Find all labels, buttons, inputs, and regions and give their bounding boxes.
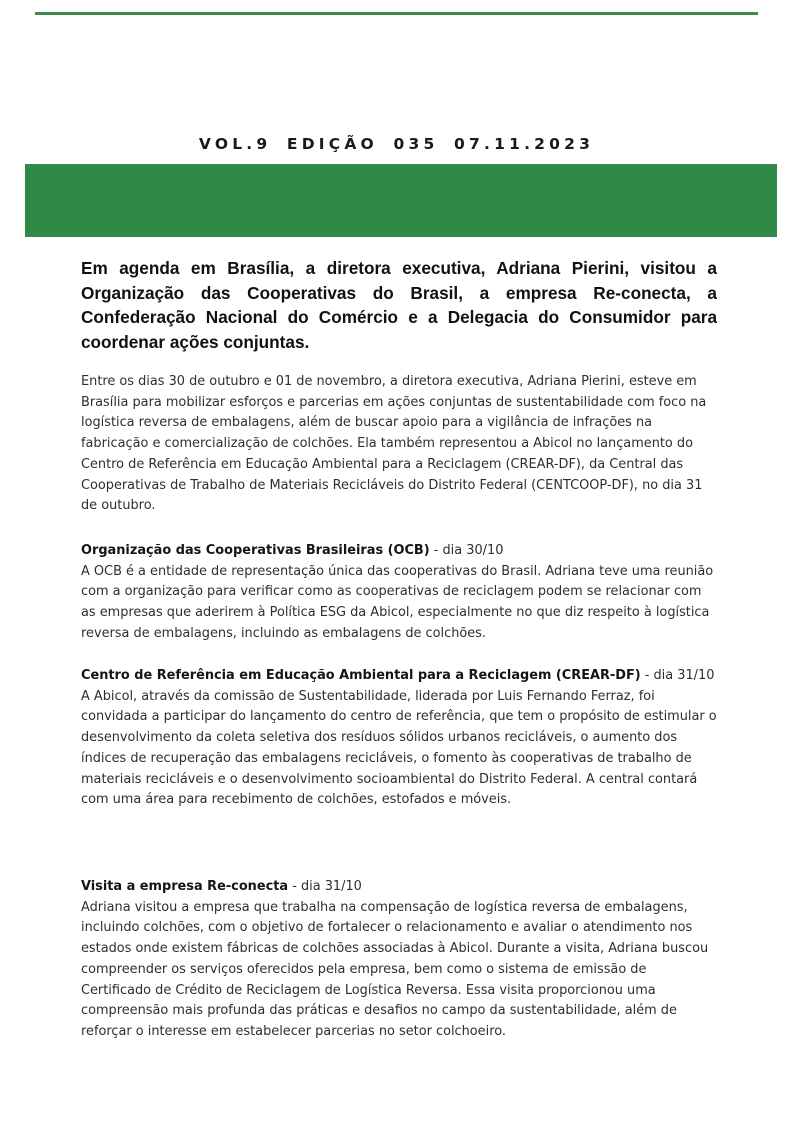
- intro-paragraph: Entre os dias 30 de outubro e 01 de novembro, a diretora executiva, Adriana Pierini, esteve em Brasília para mobilizar esforços e parcerias em ações conjuntas de sustentabilidade com foco na logística reversa de embalagens, além de buscar apoio para a vigilância de infrações na fabricação e comercialização de colchões. Ela também representou a Abicol no lançamento do Centro de Referência em Educação Ambiental para a Reciclagem (CREAR-DF), da Central das Cooperativas de Trabalho de Materiais Recicláveis do Distrito Federal (CENTCOOP-DF), no dia 31 de outubro.: [81, 374, 707, 514]
- section-heading: [81, 541, 717, 562]
- header-banner: [25, 164, 777, 237]
- section-heading: [81, 877, 717, 898]
- section-re-conecta: [81, 877, 717, 1043]
- section-heading: [81, 666, 717, 687]
- section-ocb: [81, 541, 717, 645]
- section-date: - dia 30/10: [429, 543, 504, 558]
- section-title: Organização das Cooperativas Brasileiras (OCB): [81, 543, 430, 558]
- section-date: - dia 31/10: [288, 879, 362, 894]
- section-title: Visita a empresa Re-conecta: [81, 879, 289, 894]
- top-divider: [35, 12, 758, 15]
- section-text: A Abicol, através da comissão de Sustentabilidade, liderada por Luis Fernando Ferraz, foi convidada a participar do lançamento do centro de referência, que tem o propósito de estimular o desenvolvimento da coleta seletiva dos resíduos sólidos urbanos recicláveis, o aumento dos índices de recuperação das embalagens recicláveis, o fomento às cooperativas de trabalho de materiais recicláveis e o desenvolvimento socioambiental do Distrito Federal. A central contará com uma área para recebimento de colchões, estofados e móveis.: [81, 688, 717, 808]
- lead-paragraph: Em agenda em Brasília, a diretora executiva, Adriana Pierini, visitou a Organização das Cooperativas do Brasil, a empresa Re-conecta, a Confederação Nacional do Comércio e a Delegacia do Consumidor para coordenar ações conjuntas.: [81, 258, 717, 352]
- issue-header: VOL.9 EDIÇÃO 035 07.11.2023: [198, 135, 595, 153]
- section-date: - dia 31/10: [640, 668, 715, 683]
- section-text: Adriana visitou a empresa que trabalha na compensação de logística reversa de embalagens, incluindo colchões, com o objetivo de fortalecer o relacionamento e avaliar o atendimento nos estados onde existem fábricas de colchões associadas à Abicol. Durante a visita, Adriana buscou compreender os serviços oferecidos pela empresa, bem como o sistema de emissão de Certificado de Crédito de Reciclagem de Logística Reversa. Essa visita proporcionou uma compreensão mais profunda das práticas e desafios no campo da sustentabilidade, além de reforçar o interesse em estabelecer parcerias no setor colchoeiro.: [81, 899, 709, 1039]
- section-crear-df: [81, 666, 717, 811]
- section-text: A OCB é a entidade de representação única das cooperativas do Brasil. Adriana teve uma reunião com a organização para verificar como as cooperativas de reciclagem podem se relacionar com as empresas que aderirem à Política ESG da Abicol, especialmente no que diz respeito à logística reversa de embalagens, incluindo as embalagens de colchões.: [81, 563, 714, 641]
- section-title: Centro de Referência em Educação Ambiental para a Reciclagem (CREAR-DF): [81, 668, 641, 683]
